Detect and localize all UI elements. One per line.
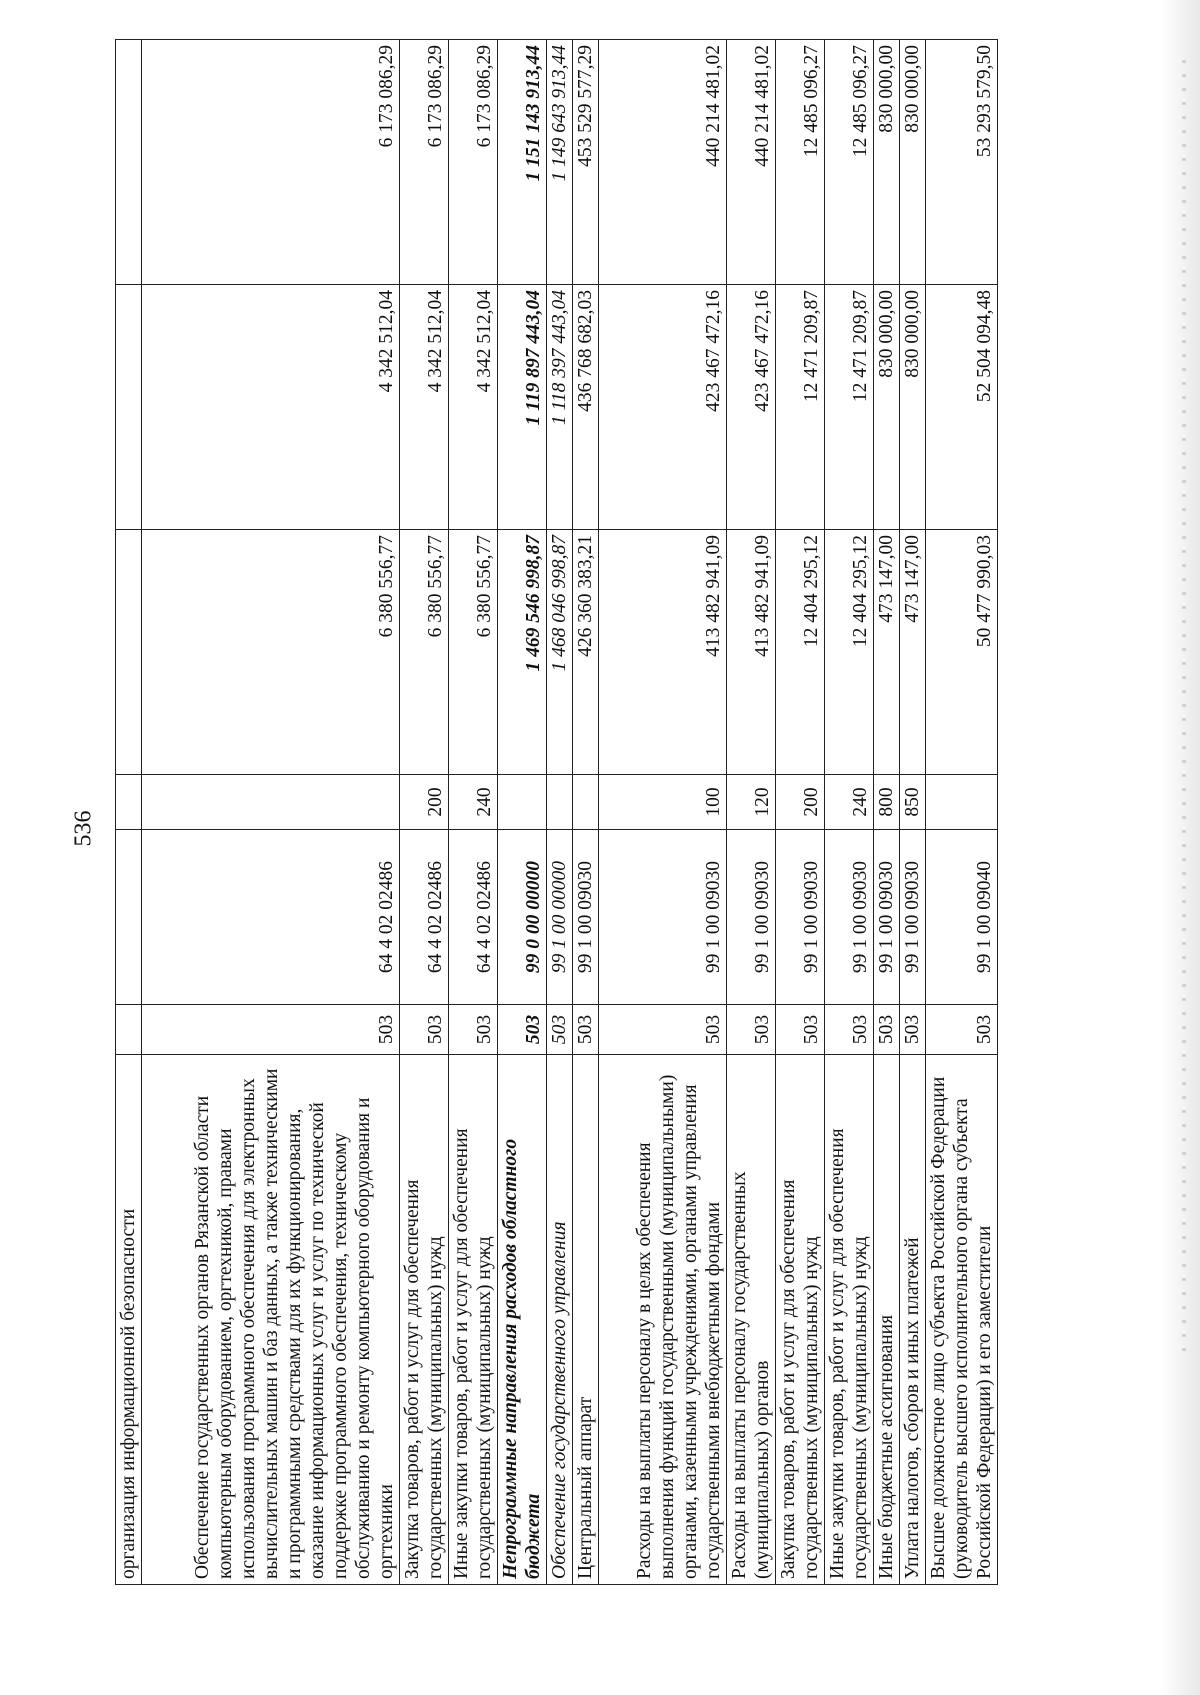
chapter-code-cell: 503: [498, 1005, 547, 1055]
amount-1-cell: 413 482 941,09: [727, 530, 776, 775]
page-number: 536: [70, 810, 97, 847]
amount-1-cell: 1 469 546 998,87: [498, 530, 547, 775]
chapter-code-cell: 503: [142, 1005, 400, 1055]
table-row: [874, 40, 900, 1585]
expense-type-cell: 800: [874, 775, 900, 830]
chapter-code-cell: 503: [926, 1005, 998, 1055]
amount-2-cell: 52 504 094,48: [926, 285, 998, 530]
amount-1-cell: 50 477 990,03: [926, 530, 998, 775]
amount-1-cell: 12 404 295,12: [825, 530, 874, 775]
chapter-code-cell: 503: [547, 1005, 573, 1055]
target-article-cell: 99 1 00 09030: [727, 830, 776, 1005]
target-article-cell: 99 1 00 09030: [776, 830, 825, 1005]
amount-3-cell: 6 173 086,29: [142, 40, 400, 285]
amount-3-cell: 830 000,00: [900, 40, 926, 285]
table-row: [825, 40, 874, 1585]
chapter-code-cell: 503: [825, 1005, 874, 1055]
target-article-cell: 99 1 00 09030: [599, 830, 727, 1005]
amount-3-cell: 12 485 096,27: [776, 40, 825, 285]
table-row: [547, 40, 573, 1585]
table-row: [116, 40, 142, 1585]
budget-table-body: [116, 40, 998, 1585]
row-name-cell: Обеспечение государственных органов Рязанской области компьютерным оборудованием, оргтехникой, правами использования программного обеспечения для электронных вычислительных машин и баз данных, а также техническими и программными средствами для их функционирования, оказание информационных услуг и услуг по технической поддержке программного обеспечения, техническому обслуживанию и ремонту компьютерного оборудования и оргтехники: [142, 1055, 400, 1585]
amount-3-cell: [116, 40, 142, 285]
chapter-code-cell: 503: [599, 1005, 727, 1055]
row-name-cell: Расходы на выплаты персоналу государственных (муниципальных) органов: [727, 1055, 776, 1585]
chapter-code-cell: 503: [900, 1005, 926, 1055]
expense-type-cell: 200: [400, 775, 449, 830]
target-article-cell: 99 1 00 09030: [900, 830, 926, 1005]
target-article-cell: [116, 830, 142, 1005]
amount-2-cell: [116, 285, 142, 530]
table-row: [142, 40, 400, 1585]
amount-1-cell: 426 360 383,21: [573, 530, 599, 775]
table-row: [599, 40, 727, 1585]
target-article-cell: 99 1 00 09030: [825, 830, 874, 1005]
chapter-code-cell: 503: [573, 1005, 599, 1055]
table-row: [776, 40, 825, 1585]
amount-1-cell: 473 147,00: [900, 530, 926, 775]
target-article-cell: 64 4 02 02486: [142, 830, 400, 1005]
table-row: [449, 40, 498, 1585]
amount-2-cell: 12 471 209,87: [825, 285, 874, 530]
chapter-code-cell: 503: [776, 1005, 825, 1055]
expense-type-cell: 240: [449, 775, 498, 830]
table-row: [573, 40, 599, 1585]
amount-1-cell: 12 404 295,12: [776, 530, 825, 775]
amount-3-cell: 6 173 086,29: [449, 40, 498, 285]
amount-1-cell: 1 468 046 998,87: [547, 530, 573, 775]
expense-type-cell: [142, 775, 400, 830]
amount-3-cell: 12 485 096,27: [825, 40, 874, 285]
amount-2-cell: 12 471 209,87: [776, 285, 825, 530]
amount-1-cell: 6 380 556,77: [400, 530, 449, 775]
expense-type-cell: [573, 775, 599, 830]
row-name-cell: Обеспечение государственного управления: [547, 1055, 573, 1585]
target-article-cell: 99 0 00 00000: [498, 830, 547, 1005]
amount-3-cell: 1 151 143 913,44: [498, 40, 547, 285]
expense-type-cell: [926, 775, 998, 830]
target-article-cell: 99 1 00 00000: [547, 830, 573, 1005]
chapter-code-cell: 503: [727, 1005, 776, 1055]
amount-3-cell: 53 293 579,50: [926, 40, 998, 285]
table-row: [400, 40, 449, 1585]
amount-1-cell: 413 482 941,09: [599, 530, 727, 775]
amount-3-cell: 440 214 481,02: [727, 40, 776, 285]
row-name-cell: Высшее должностное лицо субъекта Российской Федерации (руководитель высшего исполнительного органа субъекта Российской Федерации) и его заместители: [926, 1055, 998, 1585]
row-name-cell: Иные закупки товаров, работ и услуг для обеспечения государственных (муниципальных) нужд: [449, 1055, 498, 1585]
amount-2-cell: 4 342 512,04: [142, 285, 400, 530]
row-name-cell: организация информационной безопасности: [116, 1055, 142, 1585]
budget-table: [115, 39, 998, 1585]
expense-type-cell: 200: [776, 775, 825, 830]
amount-2-cell: 1 119 897 443,04: [498, 285, 547, 530]
table-row: [926, 40, 998, 1585]
target-article-cell: 99 1 00 09030: [874, 830, 900, 1005]
amount-3-cell: 830 000,00: [874, 40, 900, 285]
expense-type-cell: 240: [825, 775, 874, 830]
amount-3-cell: 453 529 577,29: [573, 40, 599, 285]
amount-2-cell: 830 000,00: [900, 285, 926, 530]
amount-1-cell: 473 147,00: [874, 530, 900, 775]
expense-type-cell: 100: [599, 775, 727, 830]
scan-edge-artifact: [1160, 0, 1200, 1695]
amount-2-cell: 830 000,00: [874, 285, 900, 530]
row-name-cell: Закупка товаров, работ и услуг для обеспечения государственных (муниципальных) нужд: [400, 1055, 449, 1585]
amount-1-cell: 6 380 556,77: [142, 530, 400, 775]
amount-2-cell: 4 342 512,04: [400, 285, 449, 530]
rotated-page-content: [115, 40, 1100, 1585]
table-row: [900, 40, 926, 1585]
target-article-cell: 64 4 02 02486: [449, 830, 498, 1005]
chapter-code-cell: [116, 1005, 142, 1055]
table-row: [498, 40, 547, 1585]
row-name-cell: Центральный аппарат: [573, 1055, 599, 1585]
row-name-cell: Уплата налогов, сборов и иных платежей: [900, 1055, 926, 1585]
expense-type-cell: 120: [727, 775, 776, 830]
amount-2-cell: 1 118 397 443,04: [547, 285, 573, 530]
table-row: [727, 40, 776, 1585]
row-name-cell: Иные закупки товаров, работ и услуг для обеспечения государственных (муниципальных) нужд: [825, 1055, 874, 1585]
row-name-cell: Иные бюджетные ассигнования: [874, 1055, 900, 1585]
amount-1-cell: 6 380 556,77: [449, 530, 498, 775]
amount-3-cell: 1 149 643 913,44: [547, 40, 573, 285]
amount-2-cell: 423 467 472,16: [599, 285, 727, 530]
row-name-cell: Непрограммные направления расходов областного бюджета: [498, 1055, 547, 1585]
row-name-cell: Закупка товаров, работ и услуг для обеспечения государственных (муниципальных) нужд: [776, 1055, 825, 1585]
chapter-code-cell: 503: [449, 1005, 498, 1055]
chapter-code-cell: 503: [400, 1005, 449, 1055]
amount-3-cell: 440 214 481,02: [599, 40, 727, 285]
amount-2-cell: 436 768 682,03: [573, 285, 599, 530]
amount-3-cell: 6 173 086,29: [400, 40, 449, 285]
expense-type-cell: [498, 775, 547, 830]
expense-type-cell: [116, 775, 142, 830]
expense-type-cell: 850: [900, 775, 926, 830]
amount-2-cell: 423 467 472,16: [727, 285, 776, 530]
amount-2-cell: 4 342 512,04: [449, 285, 498, 530]
amount-1-cell: [116, 530, 142, 775]
target-article-cell: 99 1 00 09040: [926, 830, 998, 1005]
target-article-cell: 64 4 02 02486: [400, 830, 449, 1005]
expense-type-cell: [547, 775, 573, 830]
target-article-cell: 99 1 00 09030: [573, 830, 599, 1005]
row-name-cell: Расходы на выплаты персоналу в целях обеспечения выполнения функций государственными (муниципальными) органами, казенными учреждениями, органами управления государственными внебюджетными фондами: [599, 1055, 727, 1585]
chapter-code-cell: 503: [874, 1005, 900, 1055]
